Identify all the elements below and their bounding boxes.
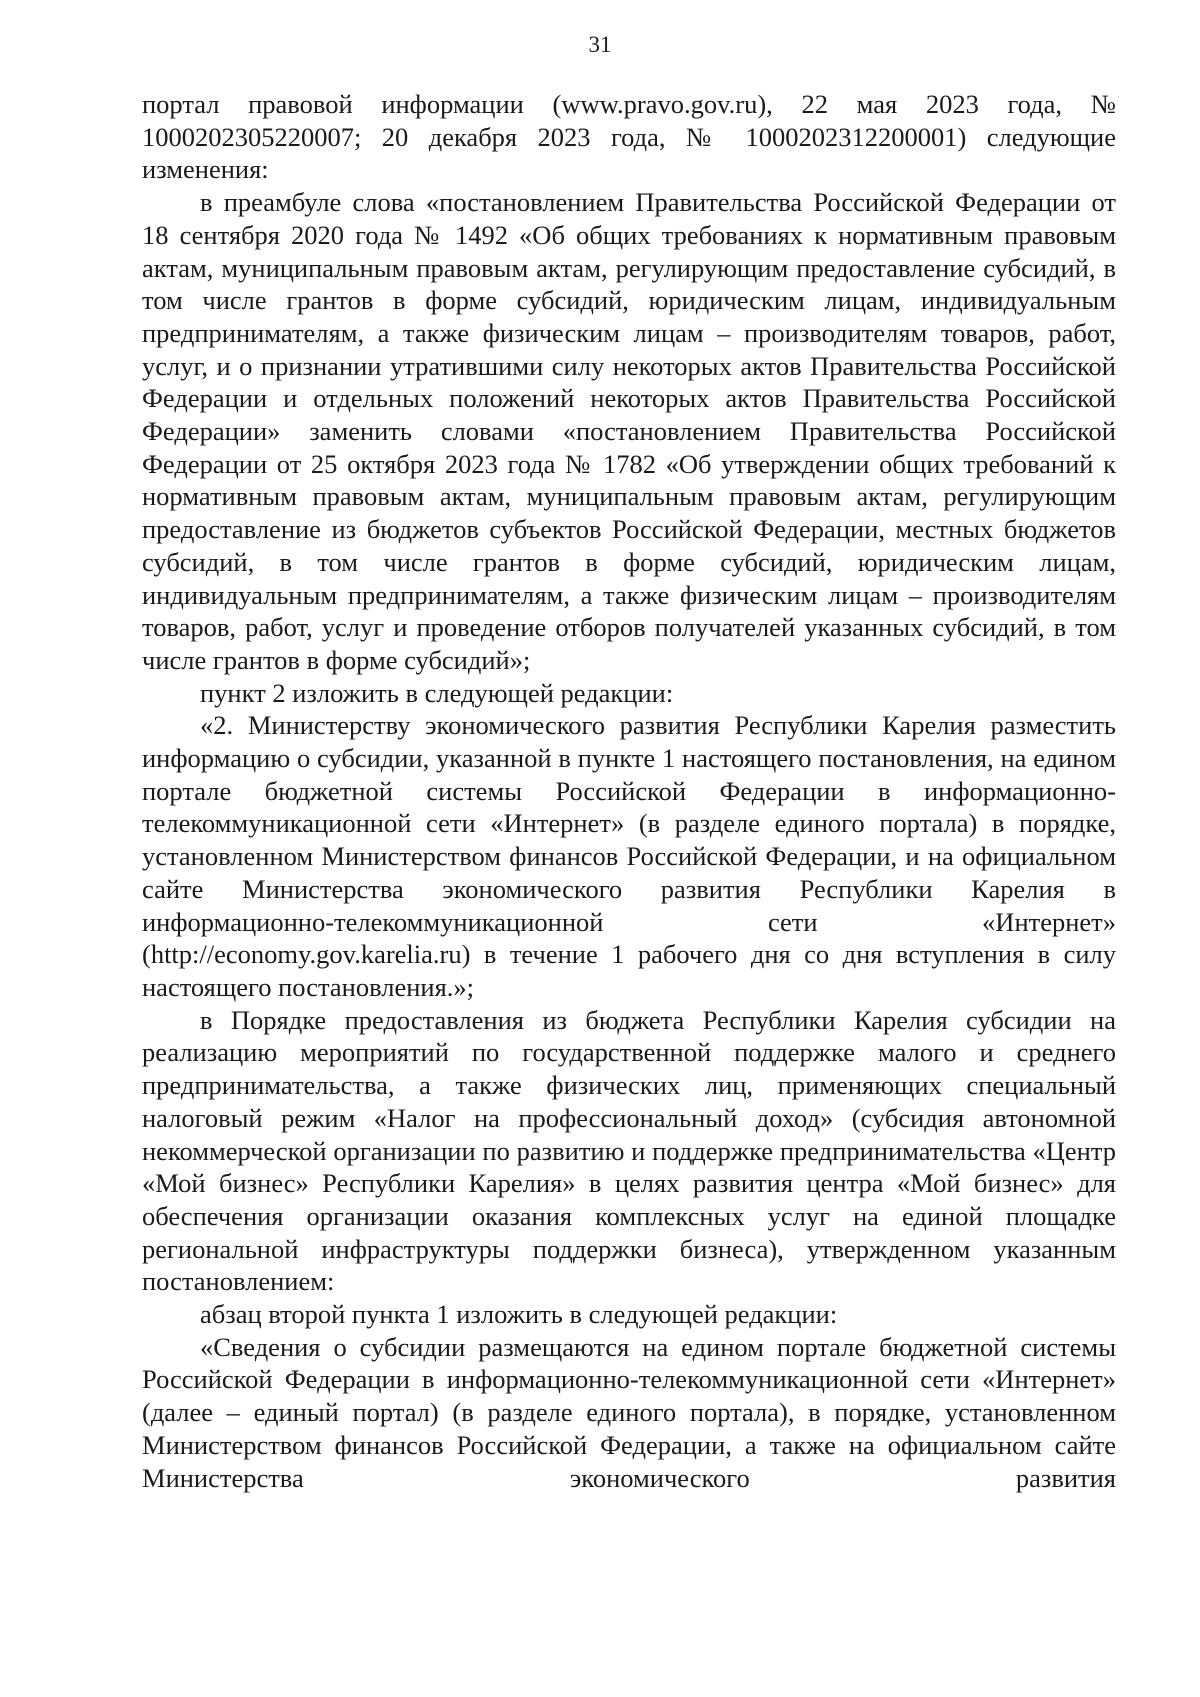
paragraph-procedure-amendment: в Порядке предоставления из бюджета Республики Карелия субсидии на реализацию мероприятий по государственной поддержке малого и среднего предпринимательства, а также физических лиц, применяющих специальный налоговый режим «Налог на профессиональный доход» (субсидия автономной некоммерческой организации по развитию и поддержке предпринимательства «Центр «Мой бизнес» Республики Карелия» в целях развития центра «Мой бизнес» для обеспечения организации оказания комплексных услуг на единой площадке региональной инфраструктуры поддержки бизнеса), утвержденном указанным постановлением: — [142, 1004, 1116, 1297]
document-body — [142, 88, 1116, 1494]
paragraph-clause-1-intro: абзац второй пункта 1 изложить в следующей редакции: — [200, 1299, 838, 1330]
paragraph-clause-1-text: «Сведения о субсидии размещаются на едином портале бюджетной системы Российской Федерации в информационно-телекоммуникационной сети «Интернет» (далее – единый портал) (в разделе единого портала), в порядке, установленном Министерством финансов Российской Федерации, а также на официальном сайте Министерства экономического развития — [142, 1331, 1116, 1493]
paragraph-portal-continuation: портал правовой информации (www.pravo.gov.ru), 22 мая 2023 года, № 1000202305220007; 20 декабря 2023 года, № 1000202312200001) следующие изменения: — [142, 89, 1116, 185]
paragraph-point-2-intro: пункт 2 изложить в следующей редакции: — [200, 677, 674, 708]
page-number: 31 — [588, 32, 612, 57]
paragraph-point-2-text: «2. Министерству экономического развития Республики Карелия разместить информацию о субсидии, указанной в пункте 1 настоящего постановления, на едином портале бюджетной системы Российской Федерации в информационно-телекоммуникационной сети «Интернет» (в разделе единого портала) в порядке, установленном Министерством финансов Российской Федерации, и на официальном сайте Министерства экономического развития Республики Карелия в информационно-телекоммуникационной сети «Интернет» (http://economy.gov.karelia.ru) в течение 1 рабочего дня со дня вступления в силу настоящего постановления.»; — [142, 710, 1116, 1002]
paragraph-preamble-amendment: в преамбуле слова «постановлением Правительства Российской Федерации от 18 сентября 2020 года № 1492 «Об общих требованиях к нормативным правовым актам, муниципальным правовым актам, регулирующим предоставление субсидий, в том числе грантов в форме субсидий, юридическим лицам, индивидуальным предпринимателям, а также физическим лицам – производителям товаров, работ, услуг, и о признании утратившими силу некоторых актов Правительства Российской Федерации и отдельных положений некоторых актов Правительства Российской Федерации» заменить словами «постановлением Правительства Российской Федерации от 25 октября 2023 года № 1782 «Об утверждении общих требований к нормативным правовым актам, муниципальным правовым актам, регулирующим предоставление из бюджетов субъектов Российской Федерации, местных бюджетов субсидий, в том числе грантов в форме субсидий, юридическим лицам, индивидуальным предпринимателям, а также физическим лицам – производителям товаров, работ, услуг и проведение отборов получателей указанных субсидий, в том числе грантов в форме субсидий»; — [142, 187, 1116, 675]
